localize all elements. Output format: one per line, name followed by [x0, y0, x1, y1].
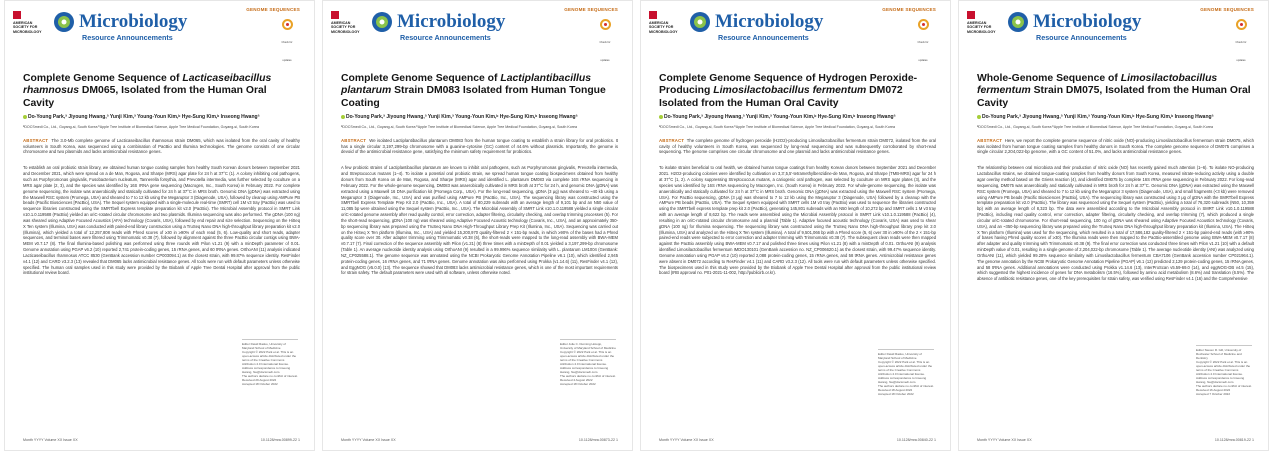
sidebar-line: Editor Steven R. Gill, University of Rochester School of Medicine and Dentistry	[1196, 348, 1242, 360]
page-header	[331, 5, 624, 62]
footer-issue: Month YYYY Volume XX Issue XX	[659, 438, 714, 442]
affiliations: ªDOCSmedi Co., Ltd., Goyang-si, South Korea ᵇApple Tree Institute of Biomedical Science, Apple Tree Medical Foundation, Goyang-si, South Korea	[977, 124, 1214, 129]
article-sidebar	[242, 339, 298, 386]
footer-doi: 10.1128/mra.00873-22 1	[578, 438, 618, 442]
sidebar-line: The authors declare no conflict of interest.	[878, 384, 934, 388]
journal-subtitle: Resource Announcements	[1036, 33, 1127, 42]
footer-doi: 10.1128/mra.00819-22 1	[1214, 438, 1254, 442]
footer-doi: 10.1128/mra.00899-22 1	[260, 438, 300, 442]
article-content	[659, 73, 936, 276]
check-updates-icon	[282, 19, 293, 30]
sidebar-line: Address correspondence to Inseong Hwang, hie@docsmedi.com.	[560, 366, 609, 374]
sidebar-line: Editor David Rasko, University of Maryland School of Medicine	[242, 342, 286, 350]
sidebar-line: The authors declare no conflict of interest.	[560, 374, 616, 378]
check-updates-icon	[600, 19, 611, 30]
section-label: GENOME SEQUENCES	[1200, 7, 1254, 12]
author-list: Do-Young Park,ª Jiyoung Hwang,ª Yunji Kim,ª Young-Youn Kim,ᵇ Hye-Sung Kim,ᵇ Inseong Hwangª	[659, 114, 936, 121]
sidebar-line: Accepted 18 October 2022	[878, 392, 914, 396]
journal-title: Microbiology	[1033, 11, 1142, 32]
page-footer	[23, 438, 300, 442]
sidebar-line: Address correspondence to Inseong Hwang, hie@docsmedi.com.	[1196, 376, 1245, 384]
check-updates-icon	[1236, 19, 1247, 30]
section-label: GENOME SEQUENCES	[882, 7, 936, 12]
asm-logo: AMERICAN SOCIETY FOR MICROBIOLOGY	[649, 11, 685, 34]
abstract: ABSTRACT The complete genome of hydrogen peroxide (H2O2)-producing Limosilactobacillus fermentum strain DM072, isolated from the oral cavity of healthy volunteers in South Korea, was sequenced by long-read sequencing and was subsequently corroborated by short-read sequencing. The genome comprises one circular chromosome and one plasmid and lacks antimicrobial resistance genes.	[659, 137, 936, 155]
asm-logo: AMERICAN SOCIETY FOR MICROBIOLOGY	[331, 11, 367, 34]
article-content	[341, 73, 618, 276]
article-body: To isolate strains beneficial to oral health, we obtained human tongue coatings from healthy Korean donors between September 2021 and December 2021. H2O2-producing colonies were identified by cultivation on 3,3',5,5'-tetramethylbenzidine-de Man, Rogosa, and Sharpe (TMB-MRS) agar for 24 h at 37°C (1, 2). A colony suppressing Streptococcus mutans, a cariogenic oral pathogen, was selected by coculture on MRS agar plates (3), and the species was identified by 16S rRNA sequencing by Macrogen, Inc. (South Korea) in February 2022. For whole-genome sequencing, the isolate was anaerobically and statically cultivated for 24 h at 37°C in MRS broth. Genomic DNA (gDNA) was extracted using the Maxwell RSC system (Promega, USA). For PacBio sequencing, gDNA (3 μg) was sheared to 7 to 12 kb using the Megaruptor 3 (Diagenode, USA) followed by a cleanup with the AMPure PB beads (PacBio, USA). The Sequel system equipped with SMRT cells 1M v3 tray (PacBio) was used to sequence the libraries constructed using the SMRTbell express template prep kit 2.0 (PacBio), generating 145,801 subreads with an N50 length of 10,272 bp and SMRT cells 1 M v3 tray with an average length of 8,622 bp. The reads were assembled using the Microbial Assembly protocol in SMRT Link v10.1.0.119588 (PacBio) (4), resulting in an oriC-rotated circular chromosome and a plasmid (Table 1). Adaptive focused acoustic technology (Covaris, USA) was used to shear gDNA (100 ng) for Illumina sequencing. The sequencing library was constructed using the TruSeq Nano DNA high-throughput library prep kit 2.0 (Illumina, USA) and analyzed on the HiSeq X Ten system (Illumina). A total of 9,501,066 bp with a Phred score (5, 6) over 30 in ≥90% of the 2 × 151-bp paired-end reads were subjected to error correction and adapter trimming with Trimmomatic v0.38 (7). The subsequent clean reads were then mapped against the PacBio assembly using BWA-MEM v0.7.17 and polished three times using Pilon v1.21 (8) with a minDepth of 0.01. OrthoANI (9) analysis identified Limosilactobacillus fermentum IMDO130101 (GenBank accession no. NZ_CP006620.1) as the closest strain, with 99.47% sequence identity. Genome annotation using PGAP v6.2 (10) reported 2,088 protein-coding genes, 15 rRNA genes, and 58 tRNA genes. Antimicrobial resistance genes were absent in DM072 according to ResFinder v4.1 (11) and CARD v3.2.3 (12). All tools were run with default parameters unless otherwise specified. The biospecimens used in this study were provided by the Biobank of Apple Tree Dental Hospital after approval from the public institutional review board (IRB approval no. P01-2021-11-002, http://publicirb.or.kr).	[659, 165, 936, 276]
sidebar-line: Copyright © 2022 Park et al. This is an open-access article distributed under the terms of the Creative Commons Attribution 4.0 International license.	[1196, 360, 1251, 376]
check-updates-button[interactable]: Check for updates	[1234, 19, 1248, 39]
footer-issue: Month YYYY Volume XX Issue XX	[341, 438, 396, 442]
article-title: Complete Genome Sequence of Hydrogen Peroxide-Producing Limosilactobacillus fermentum DM072 Isolated from the Human Oral Cavity	[659, 73, 918, 109]
article-body: The relationship between oral microbiota and their production of nitric oxide (NO) has recently gained much attention (1–6). To isolate NO-producing Lactobacillus strains, we obtained tongue-coating samples from healthy donors from South Korea, measured nitrate-reducing activity using a double agar overlay method based on the Griess reaction (4), and identified DM075 by complete 16S rRNA gene sequencing in February 2022. For long-read sequencing, DM075 was anaerobically and statically cultivated in MRS broth for 24 h at 37°C. Genomic DNA (gDNA) was extracted using the Maxwell RSC system (Promega, USA) and sheared to 7 to 12 kb using the Megaruptor 3 system (Diagenode, USA), and small fragments (<3 kb) were removed using AMPure PB beads (Pacific Biosciences [PacBio], USA). The sequencing library was constructed using 3 μg of gDNA with the SMRTbell Express template preparation kit v2.0 (PacBio). The library was sequenced using the Sequel system (PacBio), yielding a total of 76,320 subreads (N50, 10,359 bp) with an average length of 8,323 bp. The data were assembled according to the Microbial Assembly protocol in SMRT Link v10.1.0.119588 (PacBio), including read quality control, error correction, adapter filtering, circularity checking, and overlap trimming (7), which produced a single circular oriC-rotated chromosome. For short-read sequencing, 100 ng of gDNA was sheared using Adaptive Focused Acoustics technology (Covaris, USA), and an ~350-bp sequencing library was prepared using the TruSeq Nano DNA high-throughput library preparation kit (Illumina, USA). The HiSeq X Ten platform (Illumina) was used for the sequencing, which resulted in a total of 17,586,182 quality-filtered 2 × 151-bp paired-end reads (with ≥90% of bases having Phred quality scores of ≥30). The Illumina reads were then mapped to the PacBio-assembled genome using BWA-MEM v0.7.17 (8) after adapter and quality trimming with Trimmomatic v0.38 (9). The final error correction was conducted three times with Pilon v1.21 (10) with a default minDepth value of 0.01, resulting in a single genome of 2,204,022-bp chromosome (Table 1). The average nucleotide identity (ANI) was analyzed using OrthoANI (11), which yielded 99.28% sequence similarity with Limosilactobacillus fermentum CBA7106 (GenBank accession number CP021964.1). The genome annotation by the NCBI Prokaryotic Genome Annotation Pipeline (PGAP) v6.1 (12) predicted 2,129 protein-coding genes, 15 rRNA genes, and 58 tRNA genes. Additional annotations were conducted using Prokka v1.14.6 (13), InterProScan v5.59-69.0 (14), and eggNOG-DB v4.5 (15), which suggested the highest incidence of genes for DNA metabolism (16.5%), followed by amino acid metabolism (8.6%) and translation (6.5%). The absence of antibiotic resistance genes, one of the key prerequisites for strain safety, was verified using ResFinder v4.1 (16) and the Comprehensive	[977, 165, 1254, 282]
article-body: A few probiotic strains of Lactiplantibacillus plantarum are known to inhibit oral pathogens, such as Porphyromonas gingivalis, Prevotella intermedia, and Streptococcus mutans (1–4). To isolate a potential oral probiotic strain, we spread human tongue coating biospecimens obtained from healthy donors from South Korea on de Man, Rogosa, and Sharpe (MRS) agar and identified L. plantarum DM083 via complete 16S rRNA sequencing in February 2022. For the whole-genome sequencing, DM083 was anaerobically cultivated in MRS broth at 37°C for 24 h, and genomic DNA (gDNA) was extracted using a Maxwell 16 DNA purification kit (Promega Corp., USA). For the long-read sequencing, gDNA (3 μg) was sheared to ~40 kb using a Megaruptor 3 (Diagenode, Inc., USA) and was purified using AMPure PB (PacBio, Inc., USA). The sequencing library was constructed using the SMRTbell Express Template Prep Kit 2.0 (PacBio, Inc., USA). A total of 80,229 subreads with an average length of 9,101 bp and an N50 value of 11,085 bp were obtained using the Sequel system (PacBio, Inc., USA). The Microbial Assembly of SMRT Link v10.1.0.119588 yielded a single circular oriC-rotated genome assembly after read quality control, error correction, adapter filtering, circularity checking, and overlap trimming processes (5). For the short-read sequencing, gDNA (100 ng) was sheared using Adaptive Focused Acoustic technology (Covaris, Inc., USA), and an approximately 350-bp sequencing library was prepared using the TruSeq Nano DNA High-Throughput Library Prep Kit (Illumina, Inc., USA). Sequencing was carried out on the HiSeq X Ten platform (Illumina, Inc., USA) and yielded 15,200,970 quality-filtered 2 × 151-bp reads, in which ≥90% of the bases had a Phred quality score over 30. After adapter trimming using Trimmomatic v0.38 (6), the short-reads were mapped to the long-read assembly with BWA-MEM v0.7.17 (7). Final correction of the sequence assembly with Pilon (v1.21) (8) three times with a minDepth of 0.01 yielded a 3,197,299-bp chromosome (Table 1). An average nucleotide identity analysis using OrthoANI (9) resulted in a 99.996% sequence similarity with L. plantarum LM1004 (GenBank: NZ_CP025588.1). The genome sequence was annotated using the NCBI Prokaryotic Genome Annotation Pipeline v6.1 (10), which identified 2,945 protein-coding genes, 16 rRNA genes, and 71 tRNA genes. Genome annotation was also performed using Prokka (v1.14.6) (11), ResFinder v4.1 (12), and EggNOG (v5.0.0) (13). The sequence showed that DM083 lacks antimicrobial resistance genes, which is one of the most important requirements for strain safety. The default parameters were used with all software, unless otherwise noted.	[341, 165, 618, 276]
article-title: Whole-Genome Sequence of Limosilactobacillus fermentum Strain DM075, Isolated from the Human Oral Cavity	[977, 73, 1251, 109]
author-list: Do-Young Park,ª Jiyoung Hwang,ª Yunji Kim,ª Young-Youn Kim,ᵇ Hye-Sung Kim,ᵇ Inseong Hwangª	[23, 114, 300, 121]
author-list: Do-Young Park,ª Jiyoung Hwang,ª Yunji Kim,ª Young-Youn Kim,ᵇ Hye-Sung Kim,ᵇ Inseong Hwangª	[341, 114, 618, 121]
sidebar-line: Copyright © 2022 Park et al. This is an open-access article distributed under the terms of the Creative Commons Attribution 4.0 International license.	[560, 350, 615, 366]
affiliations: ªDOCSmedi Co., Ltd., Goyang-si, South Korea ᵇApple Tree Institute of Biomedical Science, Apple Tree Medical Foundation, Goyang-si, South Korea	[659, 124, 896, 129]
abstract: ABSTRACT The 3.0-Mb complete genome of Lacticaseibacillus rhamnosus strain DM065, which was isolated from the oral cavity of healthy volunteers in South Korea, was sequenced using a combination of PacBio and Illumina technologies. The genome consists of one circular chromosome and two plasmids and lacks antimicrobial resistance genes.	[23, 137, 300, 155]
abstract: ABSTRACT We isolated Lactiplantibacillus plantarum DM083 from the human tongue coating to establish a strain library for oral probiotics. It has a single circular 3,197,299-bp chromosome with a guanine-cytosine (GC) content of 44.6% without plasmids. Importantly, the genome is devoid of the antimicrobial resistance gene, satisfying the minimum safety requirement for probiotics.	[341, 137, 619, 155]
affiliations: ªDOCSmedi Co., Ltd., Goyang-si, South Korea ᵇApple Tree Institute of Biomedical Science, Apple Tree Medical Foundation, Goyang-si, South Korea	[341, 124, 578, 129]
section-label: GENOME SEQUENCES	[564, 7, 618, 12]
orcid-icon[interactable]	[23, 115, 27, 119]
footer-issue: Month YYYY Volume XX Issue XX	[977, 438, 1032, 442]
article-page	[322, 0, 633, 451]
check-updates-button[interactable]: Check for updates	[280, 19, 294, 39]
article-title: Complete Genome Sequence of Lactiplantibacillus plantarum Strain DM083 Isolated from Human Tongue Coating	[341, 73, 606, 109]
article-sidebar	[1196, 345, 1252, 396]
article-page	[4, 0, 315, 451]
asm-logo: AMERICAN SOCIETY FOR MICROBIOLOGY	[13, 11, 49, 34]
page-header	[13, 5, 306, 62]
sidebar-line: Accepted 18 October 2022	[242, 382, 278, 386]
orcid-icon[interactable]	[659, 115, 663, 119]
sidebar-line: Copyright © 2022 Park et al. This is an open-access article distributed under the terms of the Creative Commons Attribution 4.0 International license.	[878, 360, 933, 376]
footer-issue: Month YYYY Volume XX Issue XX	[23, 438, 78, 442]
microbe-logo-icon	[1007, 11, 1029, 33]
check-updates-icon	[918, 19, 929, 30]
page-header	[649, 5, 942, 62]
sidebar-line: Address correspondence to Inseong Hwang, hie@docsmedi.com.	[878, 376, 927, 384]
sidebar-line: Received 29 August 2022	[242, 378, 277, 382]
article-content	[23, 73, 300, 276]
sidebar-line: The authors declare no conflict of interest.	[242, 374, 298, 378]
article-page	[958, 0, 1269, 451]
page-footer	[977, 438, 1254, 442]
sidebar-line: Accepted 18 October 2022	[560, 382, 596, 386]
sidebar-line: Editor David Rasko, University of Maryland School of Medicine	[878, 352, 922, 360]
journal-title: Microbiology	[79, 11, 188, 32]
sidebar-line: Address correspondence to Inseong Hwang, hie@docsmedi.com.	[242, 366, 291, 374]
author-list: Do-Young Park,ª Jiyoung Hwang,ª Yunji Kim,ª Young-Youn Kim,ᵇ Hye-Sung Kim,ᵇ Inseong Hwangª	[977, 114, 1254, 121]
abstract: ABSTRACT Here, we report the complete genome sequence of nitric oxide (NO)-producing Limosilactobacillus fermentum strain DM075, which was isolated from human tongue coating samples from healthy donors in South Korea. The complete genome sequence of DM075 comprises a single circular 2,204,022-bp genome, with a GC content of 51.0%, and lacks antimicrobial resistance genes.	[977, 137, 1255, 155]
sidebar-line: Copyright © 2022 Park et al. This is an open-access article distributed under the terms of the Creative Commons Attribution 4.0 International license.	[242, 350, 297, 366]
article-sidebar	[878, 349, 934, 396]
section-label: GENOME SEQUENCES	[246, 7, 300, 12]
affiliations: ªDOCSmedi Co., Ltd., Goyang-si, South Korea ᵇApple Tree Institute of Biomedical Science, Apple Tree Medical Foundation, Goyang-si, South Korea	[23, 124, 260, 129]
journal-subtitle: Resource Announcements	[400, 33, 491, 42]
article-page	[640, 0, 951, 451]
page-footer	[659, 438, 936, 442]
article-body: To establish an oral probiotic strain library, we obtained human tongue coating samples from healthy South Korean donors between September 2021 and December 2021, which were spread on a de Man, Rogosa, and Sharpe (MRS) agar plate for 24 h at 37°C (1). A colony inhibiting oral pathogens, such as Porphyromonas gingivalis, Fusobacterium nucleatum, Tannerella forsythia, and Prevotella intermedia, was further selected by coculture on a MRS agar plate (2, 3), and the species was identified by 16S rRNA gene sequencing (Macrogen, Inc., South Korea) in February 2022. For complete genome sequencing, the isolate was anaerobically and statically cultivated for 24 h at 37°C in MRS broth. Genomic DNA (gDNA) was extracted using the Maxwell RSC system (Promega, USA) and sheared to 7 to 12 kb using the Megaruptor 3 (Diagenode, USA), followed by cleanup using AMPure PB beads (Pacific Biosciences [PacBio], USA). The Sequel system equipped with a single-molecule real-time (SMRT) cell 1M v3 tray (PacBio) was used to sequence libraries constructed using the SMRTbell Express template preparation kit v2.0 (PacBio). The Microbial Assembly protocol in SMRT Link v10.1.0.119588 (PacBio) yielded an oriC-rotated circular chromosome and two plasmids. Illumina sequencing was also performed. The gDNA (100 ng) was sheared using Adaptive Focused Acoustics (AFA) technology (Covaris, USA), followed by end repair and size selection. Sequencing on the HiSeq X Ten system (Illumina, USA) was conducted with paired-end library construction using a TruSeq Nano DNA high-throughput library preparation kit v2.0 (Illumina), which yielded a total of 12,257,808 reads with Phred scores of ≥30 in ≥90% of each read (5, 6). Low-quality and short reads, adapter sequences, and terminal bases were filtered using Trimmomatic v0.38 (7), followed by alignment against the three PacBio circular contigs using BWA-MEM v0.7.17 (8). The final Illumina-based polishing was performed using three rounds with Pilon v1.21 (9) with a minDepth parameter of 0.01. Genome annotation using PGAP v6.2 (10) reported 2,741 protein-coding genes, 15 rRNA genes, and 60 tRNA genes. OrthoANI (11) analysis indicated Lacticaseibacillus rhamnosus ATCC 8530 (GenBank accession number CP003094.1) as the closest strain, with 99.87% sequence identity. ResFinder v4.1 (12) and CARD v3.2.3 (13) revealed that DM065 lacks antimicrobial resistance genes. All tools were run with default parameters unless otherwise specified. The human oral samples used in this study were provided by the Biobank of Apple Tree Dental Hospital after approval from the public institutional review board.	[23, 165, 300, 276]
journal-subtitle: Resource Announcements	[82, 33, 173, 42]
journal-title: Microbiology	[397, 11, 506, 32]
page-footer	[341, 438, 618, 442]
orcid-icon[interactable]	[977, 115, 981, 119]
orcid-icon[interactable]	[341, 115, 345, 119]
journal-title: Microbiology	[715, 11, 824, 32]
journal-subtitle: Resource Announcements	[718, 33, 809, 42]
asm-logo: AMERICAN SOCIETY FOR MICROBIOLOGY	[967, 11, 1003, 34]
sidebar-line: Editor Julie C. Dunning Hotopp, University of Maryland School of Medicine	[560, 342, 616, 350]
article-sidebar	[560, 339, 616, 386]
microbe-logo-icon	[689, 11, 711, 33]
sidebar-line: Received 18 August 2022	[878, 388, 913, 392]
sidebar-line: Accepted 7 October 2022	[1196, 392, 1231, 396]
sidebar-line: The authors declare no conflict of interest.	[1196, 384, 1252, 388]
sidebar-line: Received 4 August 2022	[560, 378, 593, 382]
article-title: Complete Genome Sequence of Lacticaseibacillus rhamnosus DM065, Isolated from the Human Oral Cavity	[23, 73, 272, 109]
sidebar-line: Received 16 August 2022	[1196, 388, 1231, 392]
check-updates-button[interactable]: Check for updates	[916, 19, 930, 39]
article-content	[977, 73, 1254, 282]
microbe-logo-icon	[371, 11, 393, 33]
microbe-logo-icon	[53, 11, 75, 33]
footer-doi: 10.1128/mra.00840-22 1	[896, 438, 936, 442]
check-updates-button[interactable]: Check for updates	[598, 19, 612, 39]
page-header	[967, 5, 1260, 62]
